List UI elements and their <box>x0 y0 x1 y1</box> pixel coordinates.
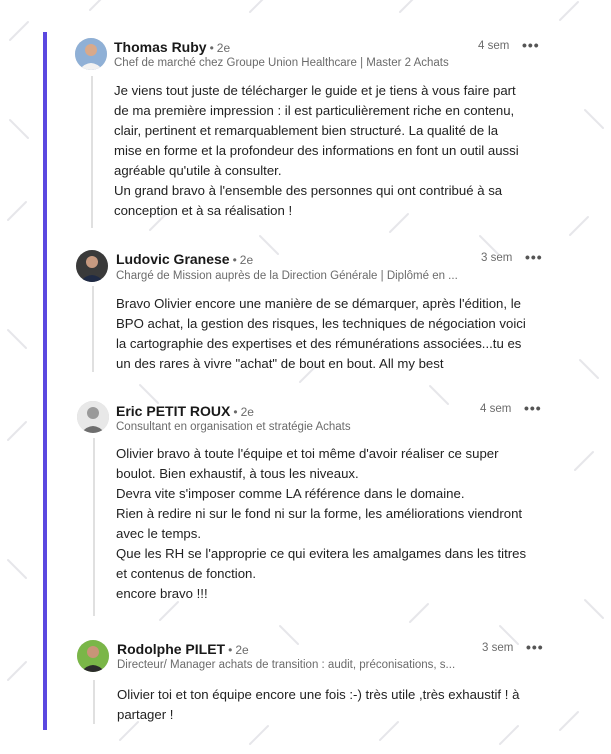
connection-degree: • 2e <box>228 643 249 657</box>
commenter-headline: Chef de marché chez Groupe Union Healthcare | Master 2 Achats <box>114 57 449 69</box>
comment-text: Olivier toi et ton équipe encore une fois :-) très utile ,très exhaustif ! à partager ! <box>117 687 520 722</box>
commenter-name[interactable]: Eric PETIT ROUX <box>116 403 231 419</box>
commenter-headline: Directeur/ Manager achats de transition : audit, préconisations, s... <box>117 659 456 671</box>
comment-text: Bravo Olivier encore une manière de se démarquer, après l'édition, le BPO achat, la gestion des risques, les techniques de négociation voici la cartographie des expertises et des rémunérations associées...tu es un des rares à vivre "achat" de bout en bout. All my best <box>116 296 526 371</box>
comment-text: Olivier bravo à toute l'équipe et toi même d'avoir réaliser ce super boulot. Bien exhaustif, à tous les niveaux. Devra vite s'imposer comme LA référence dans le domaine. Rien à redire ni sur le fond ni sur la forme, les améliorations viendront avec le temps. Que les RH se l'approprie ce qui evitera les amalgames dans les titres et contenus de fonction. encore bravo !!! <box>116 446 527 601</box>
comment-timestamp: 4 sem <box>478 40 510 52</box>
avatar[interactable] <box>77 401 109 433</box>
more-options-icon[interactable]: ••• <box>522 37 540 53</box>
more-options-icon[interactable]: ••• <box>524 400 542 416</box>
commenter-name[interactable]: Thomas Ruby <box>114 39 207 55</box>
connection-degree: • 2e <box>233 405 254 419</box>
comment-timestamp: 3 sem <box>481 252 513 264</box>
avatar[interactable] <box>75 38 107 70</box>
comment-timestamp: 3 sem <box>482 642 514 654</box>
thread-line <box>92 286 94 372</box>
commenter-headline: Consultant en organisation et stratégie Achats <box>116 421 351 433</box>
accent-bar <box>43 32 47 730</box>
commenter-name[interactable]: Rodolphe PILET <box>117 641 226 657</box>
avatar[interactable] <box>76 250 108 282</box>
commenter-name[interactable]: Ludovic Granese <box>116 251 230 267</box>
thread-line <box>93 680 95 724</box>
comment-text: Je viens tout juste de télécharger le guide et je tiens à vous faire part de ma première impression : il est particulièrement riche en contenu, clair, pertinent et remarquablement bien structuré. La qualité de la mise en forme et la profondeur des informations en font un outil aussi agréable qu'utile à consulter. Un grand bravo à l'ensemble des personnes qui ont contribué à sa conception et à sa réalisation ! <box>114 83 519 218</box>
thread-line <box>93 438 95 616</box>
comment-timestamp: 4 sem <box>480 403 512 415</box>
thread-line <box>91 76 93 228</box>
more-options-icon[interactable]: ••• <box>526 639 544 655</box>
avatar[interactable] <box>77 640 109 672</box>
more-options-icon[interactable]: ••• <box>525 249 543 265</box>
connection-degree: • 2e <box>232 253 254 267</box>
connection-degree: • 2e <box>209 41 231 55</box>
commenter-headline: Chargé de Mission auprès de la Direction Générale | Diplômé en ... <box>116 270 458 282</box>
